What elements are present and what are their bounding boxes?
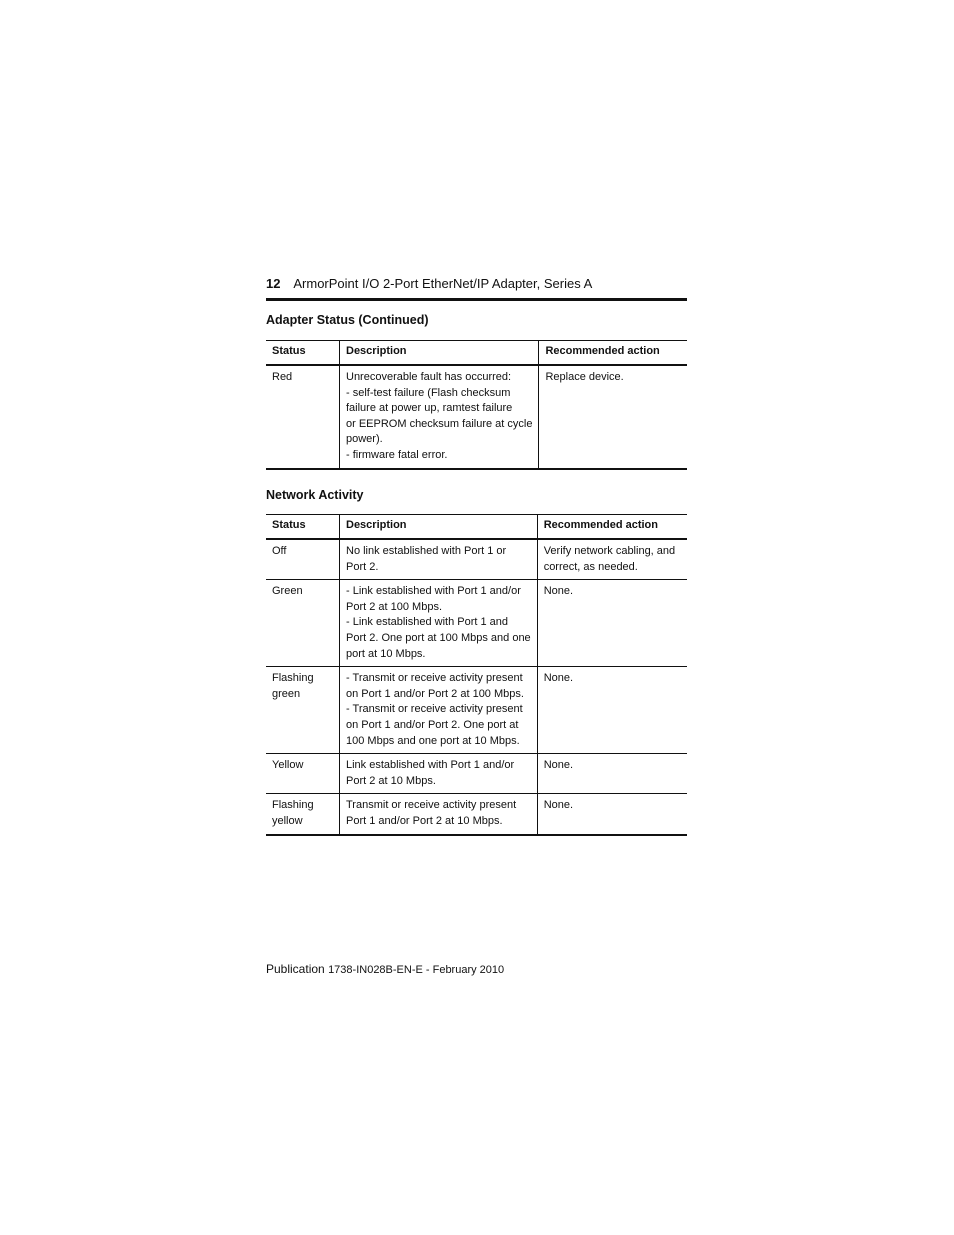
status-cell-line: green xyxy=(272,687,301,700)
description-cell-line: - Link established with Port 1 and xyxy=(346,616,509,629)
column-header-status: Status xyxy=(266,515,340,540)
publication-footer xyxy=(266,962,504,976)
column-header-status: Status xyxy=(266,341,340,366)
status-cell-line: Off xyxy=(272,545,287,557)
table-row xyxy=(266,667,687,754)
status-cell-line: Yellow xyxy=(272,759,304,772)
description-cell-line: Port 2. xyxy=(346,560,379,573)
publication-label: Publication xyxy=(266,962,325,976)
table-row xyxy=(266,794,687,835)
description-cell-line: power). xyxy=(346,433,383,446)
publication-code: 1738-IN028B-EN-E - February 2010 xyxy=(328,964,505,976)
status-cell xyxy=(266,539,340,580)
action-cell-line: Verify network cabling, and xyxy=(543,545,676,557)
description-cell-line: Port 2 at 10 Mbps. xyxy=(346,774,436,787)
description-cell-line: - firmware fatal error. xyxy=(346,448,448,461)
network-activity-table xyxy=(266,514,687,836)
status-cell xyxy=(266,365,340,469)
description-cell xyxy=(340,667,538,754)
status-cell xyxy=(266,794,340,835)
adapter-status-title: Adapter Status (Continued) xyxy=(266,313,429,327)
column-header-description: Description xyxy=(340,341,539,366)
description-cell-line: Port 2 at 100 Mbps. xyxy=(346,600,442,613)
action-cell xyxy=(537,794,687,835)
description-cell xyxy=(340,754,538,794)
network-activity-body xyxy=(266,539,687,835)
action-cell-line: Replace device. xyxy=(545,371,624,383)
column-header-action: Recommended action xyxy=(543,519,658,532)
description-cell-line: Port 2. One port at 100 Mbps and one xyxy=(346,631,531,644)
description-cell-line: Port 1 and/or Port 2 at 10 Mbps. xyxy=(346,814,503,827)
status-cell-line: Red xyxy=(272,371,293,383)
table-row xyxy=(266,365,687,469)
table-header-row xyxy=(266,515,687,540)
action-cell-line: None. xyxy=(543,759,574,772)
description-cell-line: on Port 1 and/or Port 2. One port at xyxy=(346,718,519,731)
status-cell xyxy=(266,754,340,794)
column-header-description: Description xyxy=(340,515,538,540)
description-cell xyxy=(340,539,538,580)
description-cell-line: Link established with Port 1 and/or xyxy=(346,759,515,772)
page-header xyxy=(266,276,687,291)
adapter-status-body xyxy=(266,365,687,469)
description-cell-line: - Transmit or receive activity present xyxy=(346,672,523,685)
action-cell-line: correct, as needed. xyxy=(543,560,638,573)
table-row xyxy=(266,754,687,794)
network-activity-title: Network Activity xyxy=(266,488,364,502)
action-cell xyxy=(537,754,687,794)
description-cell-line: No link established with Port 1 or xyxy=(346,545,507,557)
status-cell-line: yellow xyxy=(272,814,303,827)
action-cell xyxy=(539,365,687,469)
action-cell-line: None. xyxy=(543,585,574,598)
description-cell-line: - self-test failure (Flash checksum xyxy=(346,386,511,399)
description-cell-line: - Link established with Port 1 and/or xyxy=(346,585,521,598)
status-cell-line: Flashing xyxy=(272,799,314,812)
adapter-status-table xyxy=(266,340,687,470)
status-cell xyxy=(266,667,340,754)
table-header-row xyxy=(266,341,687,366)
description-cell-line: Unrecoverable fault has occurred: xyxy=(346,371,512,383)
description-cell-line: Transmit or receive activity present xyxy=(346,799,517,812)
column-header-action: Recommended action xyxy=(545,345,660,358)
header-rule xyxy=(266,298,687,301)
action-cell xyxy=(537,539,687,580)
action-cell-line: None. xyxy=(543,672,574,685)
description-cell xyxy=(340,580,538,667)
description-cell xyxy=(340,794,538,835)
status-cell-line: Green xyxy=(272,585,303,598)
description-cell xyxy=(340,365,539,469)
action-cell-line: None. xyxy=(543,799,574,812)
description-cell-line: port at 10 Mbps. xyxy=(346,647,426,660)
description-cell-line: - Transmit or receive activity present xyxy=(346,703,523,716)
table-row xyxy=(266,539,687,580)
description-cell-line: or EEPROM checksum failure at cycle xyxy=(346,417,533,430)
description-cell-line: 100 Mbps and one port at 10 Mbps. xyxy=(346,734,520,747)
table-row xyxy=(266,580,687,667)
action-cell xyxy=(537,667,687,754)
status-cell xyxy=(266,580,340,667)
document-title: ArmorPoint I/O 2-Port EtherNet/IP Adapter, Series A xyxy=(293,276,593,291)
status-cell-line: Flashing xyxy=(272,672,314,685)
description-cell-line: on Port 1 and/or Port 2 at 100 Mbps. xyxy=(346,687,524,700)
description-cell-line: failure at power up, ramtest failure xyxy=(346,402,513,415)
page-number: 12 xyxy=(266,276,281,291)
action-cell xyxy=(537,580,687,667)
